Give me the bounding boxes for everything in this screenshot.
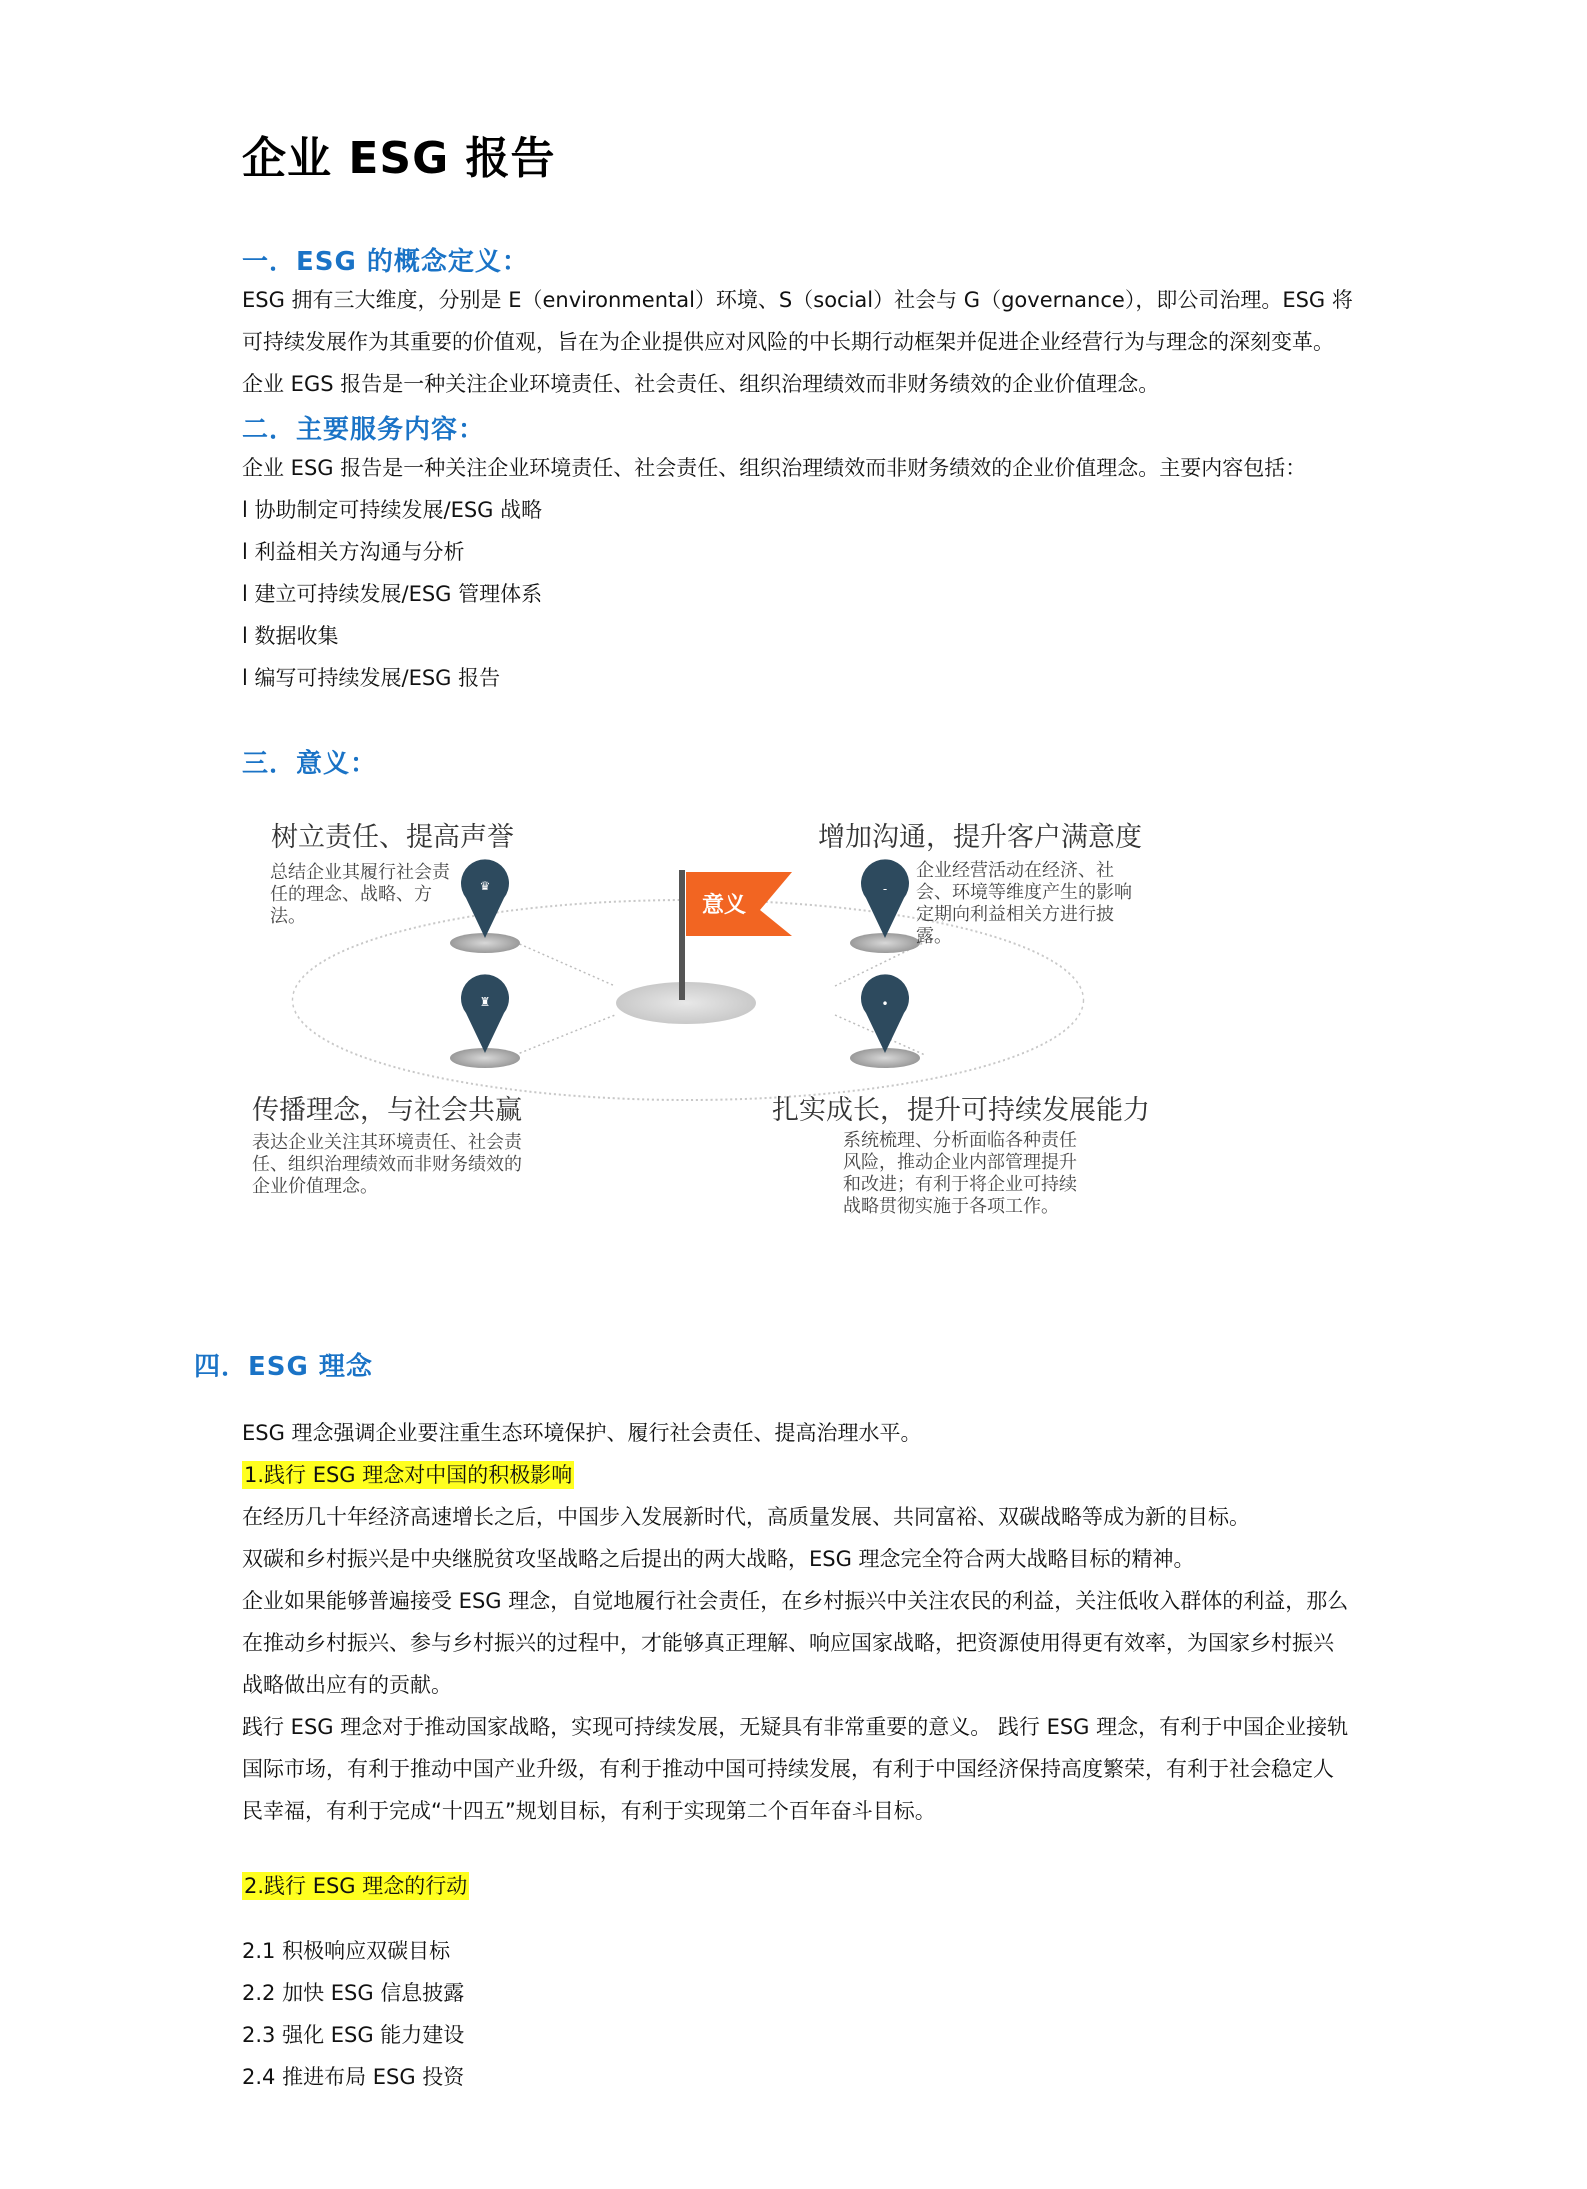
section-4-line: 战略做出应有的贡献。 [242,1673,452,1697]
service-item: l 建立可持续发展/ESG 管理体系 [242,582,543,606]
section-4-heading: 四．ESG 理念 [194,1352,373,1382]
subheading-highlight [242,1865,469,1907]
service-item: l 协助制定可持续发展/ESG 战略 [242,498,543,522]
page-title: 企业 ESG 报告 [242,133,556,184]
subheading-1: 1.践行 ESG 理念对中国的积极影响 [244,1463,573,1487]
section-4-line: 在推动乡村振兴、参与乡村振兴的过程中，才能够真正理解、响应国家战略，把资源使用得更有效率，为国家乡村振兴 [242,1631,1334,1655]
quadrant-title: 传播理念，与社会共赢 [252,1095,522,1126]
section-2-intro: 企业 ESG 报告是一种关注企业环境责任、社会责任、组织治理绩效而非财务绩效的企业价值理念。主要内容包括： [242,456,1307,480]
svg-text:♜: ♜ [479,995,491,1009]
section-4-line: 企业如果能够普遍接受 ESG 理念，自觉地履行社会责任，在乡村振兴中关注农民的利益，关注低收入群体的利益，那么 [242,1589,1349,1613]
pin-bottom-right-icon [850,974,920,1068]
center-platform [616,982,756,1024]
action-item: 2.1 积极响应双碳目标 [242,1939,451,1963]
section-3-heading: 三．意义： [242,749,378,779]
subheading-highlight [242,1454,574,1496]
significance-diagram [240,810,1150,1230]
section-1-line: 企业 EGS 报告是一种关注企业环境责任、社会责任、组织治理绩效而非财务绩效的企业价值理念。 [242,372,1160,396]
quadrant-title: 树立责任、提高声誉 [271,822,514,853]
section-4-line: 践行 ESG 理念对于推动国家战略，实现可持续发展，无疑具有非常重要的意义。 践行 ESG 理念，有利于中国企业接轨 [242,1715,1349,1739]
action-item: 2.2 加快 ESG 信息披露 [242,1981,465,2005]
svg-text:•: • [881,997,889,1011]
quadrant-desc: 总结企业其履行社会责任的理念、战略、方法。 [270,862,450,927]
pin-top-left-icon [450,859,520,953]
action-item: 2.4 推进布局 ESG 投资 [242,2065,465,2089]
section-4-line: 国际市场，有利于推动中国产业升级，有利于推动中国可持续发展，有利于中国经济保持高度繁荣，有利于社会稳定人 [242,1757,1334,1781]
service-item: l 数据收集 [242,624,339,648]
subheading-2: 2.践行 ESG 理念的行动 [244,1874,468,1898]
svg-text:♛: ♛ [479,879,491,893]
svg-text:-: - [882,882,888,896]
action-item: 2.3 强化 ESG 能力建设 [242,2023,465,2047]
quadrant-title: 扎实成长，提升可持续发展能力 [772,1095,1150,1126]
section-4-line: 民幸福，有利于完成“十四五”规划目标，有利于实现第二个百年奋斗目标。 [242,1799,936,1823]
service-item: l 利益相关方沟通与分析 [242,540,465,564]
quadrant-desc: 表达企业关注其环境责任、社会责任、组织治理绩效而非财务绩效的企业价值理念。 [252,1132,522,1197]
pin-bottom-left-icon [450,974,520,1068]
section-4-line: 双碳和乡村振兴是中央继脱贫攻坚战略之后提出的两大战略，ESG 理念完全符合两大战略目标的精神。 [242,1547,1195,1571]
section-4-intro: ESG 理念强调企业要注重生态环境保护、履行社会责任、提高治理水平。 [242,1421,922,1445]
flag-label: 意义 [702,893,747,918]
service-item: l 编写可持续发展/ESG 报告 [242,666,501,690]
section-2-heading: 二．主要服务内容： [242,415,486,445]
section-1-heading: 一．ESG 的概念定义： [242,247,529,277]
section-4-line: 在经历几十年经济高速增长之后，中国步入发展新时代，高质量发展、共同富裕、双碳战略等成为新的目标。 [242,1505,1250,1529]
section-1-line: 可持续发展作为其重要的价值观，旨在为企业提供应对风险的中长期行动框架并促进企业经营行为与理念的深刻变革。 [242,330,1334,354]
quadrant-desc: 系统梳理、分析面临各种责任风险，推动企业内部管理提升和改进；有利于将企业可持续战略贯彻实施于各项工作。 [843,1130,1077,1217]
quadrant-desc: 企业经营活动在经济、社会、环境等维度产生的影响定期向利益相关方进行披露。 [916,860,1132,947]
quadrant-title: 增加沟通，提升客户满意度 [818,822,1142,853]
section-1-line: ESG 拥有三大维度，分别是 E（environmental）环境、S（social）社会与 G（governance），即公司治理。ESG 将 [242,288,1353,312]
pin-top-right-icon [850,859,920,953]
